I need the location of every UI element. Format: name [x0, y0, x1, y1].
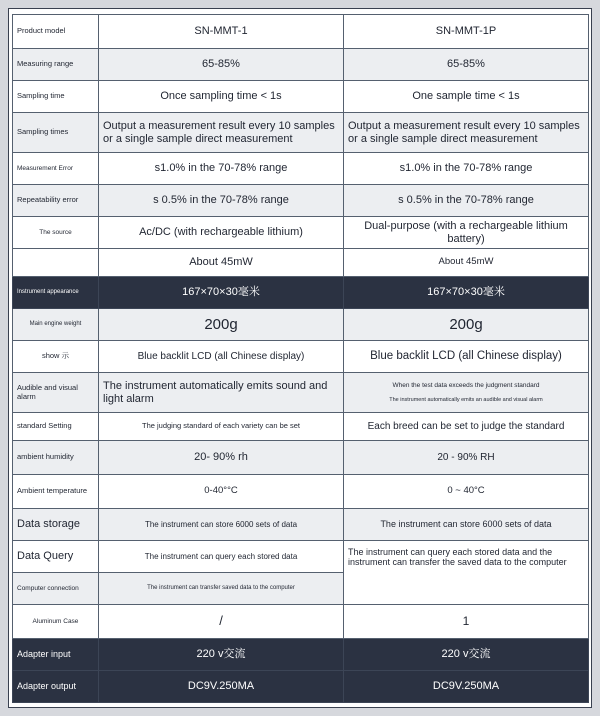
- row-label: Sampling times: [13, 113, 99, 153]
- row-label: Audible and visual alarm: [13, 373, 99, 413]
- table-row: [13, 309, 589, 341]
- row-label: show 示: [13, 341, 99, 373]
- row-value-2: DC9V.250MA: [344, 671, 589, 703]
- row-value-1: DC9V.250MA: [99, 671, 344, 703]
- row-label: Sampling time: [13, 81, 99, 113]
- row-value-2: 20 - 90% RH: [344, 441, 589, 475]
- table-row: [13, 605, 589, 639]
- table-row: [13, 639, 589, 671]
- row-label: The source: [13, 217, 99, 249]
- row-value-2: 1: [344, 605, 589, 639]
- row-label: [13, 249, 99, 277]
- row-label: Instrument appearance: [13, 277, 99, 309]
- row-value-2: 220 v交流: [344, 639, 589, 671]
- row-value-1: The instrument can query each stored data: [99, 541, 344, 573]
- header-label: Product model: [13, 15, 99, 49]
- row-value-1: The instrument can transfer saved data to the computer: [99, 573, 344, 605]
- row-label: Measurement Error: [13, 153, 99, 185]
- row-value-2: s 0.5% in the 70-78% range: [344, 185, 589, 217]
- row-label: Aluminum Case: [13, 605, 99, 639]
- table-row: [13, 81, 589, 113]
- row-value-2: 0 ~ 40°C: [344, 475, 589, 509]
- row-value-2: Each breed can be set to judge the standard: [344, 413, 589, 441]
- table-row: [13, 113, 589, 153]
- row-value-2: 65-85%: [344, 49, 589, 81]
- table-row: [13, 15, 589, 49]
- table-row: [13, 277, 589, 309]
- row-label: Adapter output: [13, 671, 99, 703]
- row-value-2: Blue backlit LCD (all Chinese display): [344, 341, 589, 373]
- table-row: [13, 341, 589, 373]
- row-value-1: The instrument automatically emits sound and light alarm: [99, 373, 344, 413]
- row-label: Data storage: [13, 509, 99, 541]
- row-value-2: s1.0% in the 70-78% range: [344, 153, 589, 185]
- row-value-2: 167×70×30毫米: [344, 277, 589, 309]
- row-value-1: The instrument can store 6000 sets of data: [99, 509, 344, 541]
- row-label: Computer connection: [13, 573, 99, 605]
- table-row: [13, 153, 589, 185]
- table-row: [13, 413, 589, 441]
- table-row: [13, 441, 589, 475]
- row-value-1: Output a measurement result every 10 samples or a single sample direct measurement: [99, 113, 344, 153]
- row-label: Main engine weight: [13, 309, 99, 341]
- row-value-2: 200g: [344, 309, 589, 341]
- alarm-action-text: The instrument automatically emits an audible and visual alarm: [389, 397, 543, 404]
- table-row: [13, 671, 589, 703]
- row-value-2: The instrument can store 6000 sets of data: [344, 509, 589, 541]
- row-value-1: 220 v交流: [99, 639, 344, 671]
- table-row: [13, 475, 589, 509]
- row-value-2: One sample time < 1s: [344, 81, 589, 113]
- table-row: [13, 509, 589, 541]
- row-value-1: /: [99, 605, 344, 639]
- row-value-1: Once sampling time < 1s: [99, 81, 344, 113]
- row-label: standard Setting: [13, 413, 99, 441]
- row-value-1: About 45mW: [99, 249, 344, 277]
- row-label: ambient humidity: [13, 441, 99, 475]
- row-value-1: 167×70×30毫米: [99, 277, 344, 309]
- header-col-2: SN-MMT-1P: [344, 15, 589, 49]
- row-value-1: Blue backlit LCD (all Chinese display): [99, 341, 344, 373]
- table-row: [13, 49, 589, 81]
- row-value-1: 200g: [99, 309, 344, 341]
- row-value-1: s1.0% in the 70-78% range: [99, 153, 344, 185]
- row-label: Ambient temperature: [13, 475, 99, 509]
- row-value-1: 20- 90% rh: [99, 441, 344, 475]
- table-row: [13, 373, 589, 413]
- row-value-1: s 0.5% in the 70-78% range: [99, 185, 344, 217]
- table-row: [13, 217, 589, 249]
- row-value-1: 65-85%: [99, 49, 344, 81]
- spec-table: [12, 14, 589, 703]
- table-row: [13, 541, 589, 573]
- row-label: Data Query: [13, 541, 99, 573]
- alarm-condition-text: When the test data exceeds the judgment standard: [392, 381, 540, 389]
- row-label: Adapter input: [13, 639, 99, 671]
- header-col-1: SN-MMT-1: [99, 15, 344, 49]
- row-value-1: Ac/DC (with rechargeable lithium): [99, 217, 344, 249]
- row-value-1: 0-40°°C: [99, 475, 344, 509]
- row-value-2: Output a measurement result every 10 samples or a single sample direct measurement: [344, 113, 589, 153]
- row-value-2: The instrument can query each stored data and the instrument can transfer the saved data to the computer: [344, 541, 589, 605]
- row-label: Measuring range: [13, 49, 99, 81]
- table-row: [13, 185, 589, 217]
- row-label: Repeatability error: [13, 185, 99, 217]
- row-value-2: About 45mW: [344, 249, 589, 277]
- row-value-2: Dual-purpose (with a rechargeable lithium battery): [344, 217, 589, 249]
- table-row: [13, 249, 589, 277]
- row-value-1: The judging standard of each variety can be set: [99, 413, 344, 441]
